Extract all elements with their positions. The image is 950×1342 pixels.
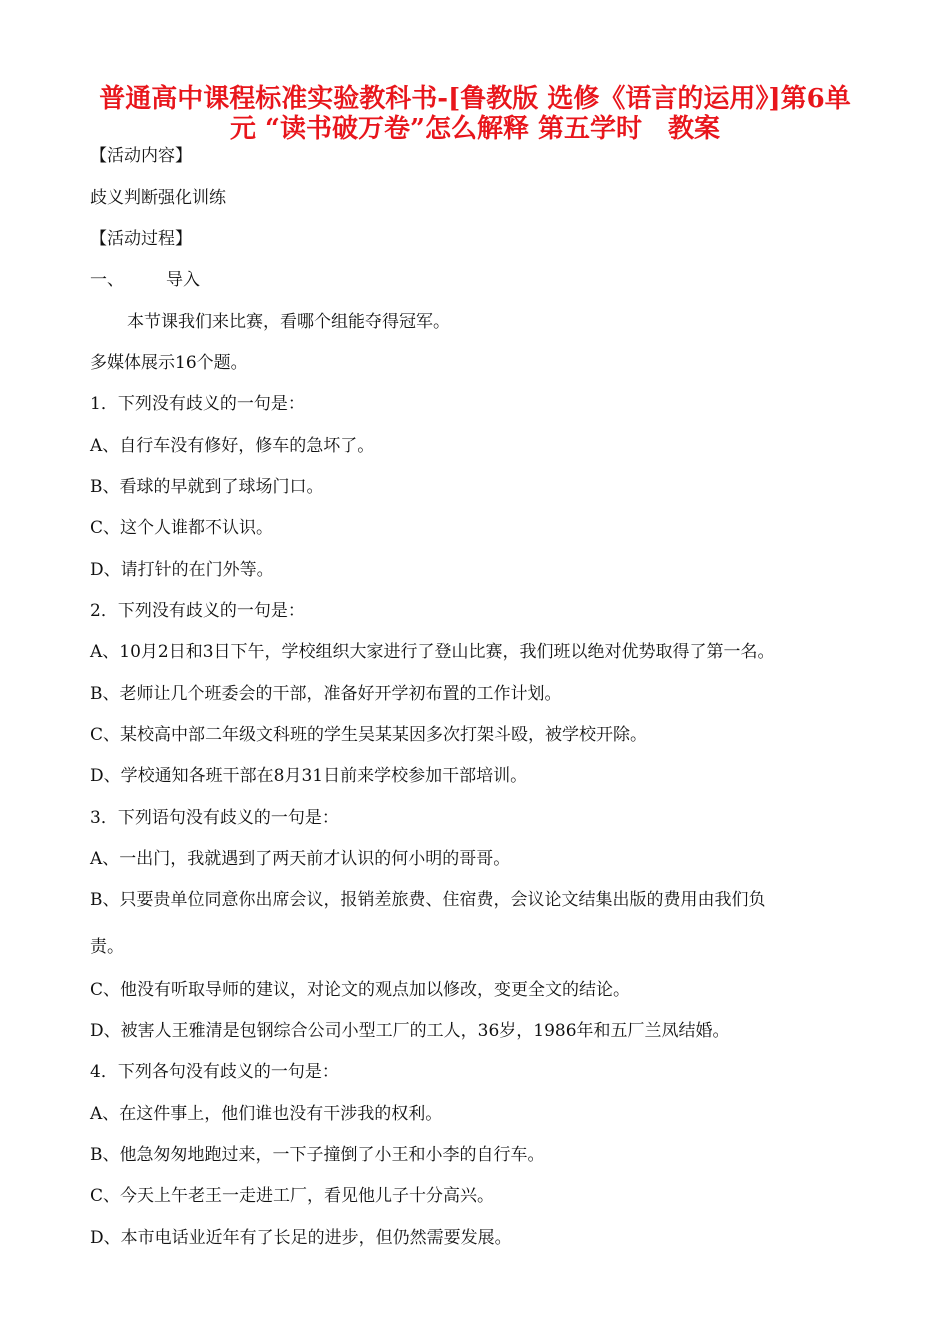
intro-paragraph: 本节课我们来比赛，看哪个组能夺得冠军。 <box>127 312 450 332</box>
question-option: B、看球的早就到了球场门口。 <box>90 477 324 497</box>
question-option: A、一出门，我就遇到了两天前才认识的何小明的哥哥。 <box>90 849 511 869</box>
activity-content-text: 歧义判断强化训练 <box>90 188 226 208</box>
question-option: A、在这件事上，他们谁也没有干涉我的权利。 <box>90 1104 443 1124</box>
question-option-continuation: 责。 <box>90 937 124 957</box>
question-option: D、请打针的在门外等。 <box>90 560 274 580</box>
question-option: B、老师让几个班委会的干部，准备好开学初布置的工作计划。 <box>90 684 562 704</box>
step-number: 一、 <box>90 270 124 290</box>
question-option: C、今天上午老王一走进工厂，看见他儿子十分高兴。 <box>90 1186 495 1206</box>
display-note: 多媒体展示16个题。 <box>90 353 248 373</box>
question-option: A、自行车没有修好，修车的急坏了。 <box>90 436 375 456</box>
question-option: D、被害人王雅清是包钢综合公司小型工厂的工人，36岁，1986年和五厂兰凤结婚。 <box>90 1021 730 1041</box>
document-title-line-1: 普通高中课程标准实验教科书-[鲁教版 选修《语言的运用》]第6单 <box>99 84 851 114</box>
activity-process-heading: 【活动过程】 <box>90 229 192 249</box>
document-title-line-2: 元 “读书破万卷”怎么解释 第五学时 教案 <box>229 114 720 144</box>
question-option: C、他没有听取导师的建议，对论文的观点加以修改，变更全文的结论。 <box>90 980 631 1000</box>
question-option: C、某校高中部二年级文科班的学生吴某某因多次打架斗殴，被学校开除。 <box>90 725 648 745</box>
question-stem: 3．下列语句没有歧义的一句是： <box>90 808 339 828</box>
question-stem: 1．下列没有歧义的一句是： <box>90 394 305 414</box>
activity-content-heading: 【活动内容】 <box>90 146 192 166</box>
question-option: D、学校通知各班干部在8月31日前来学校参加干部培训。 <box>90 766 528 786</box>
question-option: B、他急匆匆地跑过来，一下子撞倒了小王和小李的自行车。 <box>90 1145 545 1165</box>
question-stem: 2．下列没有歧义的一句是： <box>90 601 305 621</box>
question-option: C、这个人谁都不认识。 <box>90 518 274 538</box>
step-heading <box>90 270 200 290</box>
step-label: 导入 <box>166 270 200 290</box>
question-stem: 4．下列各句没有歧义的一句是： <box>90 1062 339 1082</box>
question-option: A、10月2日和3日下午，学校组织大家进行了登山比赛，我们班以绝对优势取得了第一名。 <box>90 642 775 662</box>
question-option: B、只要贵单位同意你出席会议，报销差旅费、住宿费，会议论文结集出版的费用由我们负 <box>90 890 766 910</box>
question-option: D、本市电话业近年有了长足的进步，但仍然需要发展。 <box>90 1228 512 1248</box>
